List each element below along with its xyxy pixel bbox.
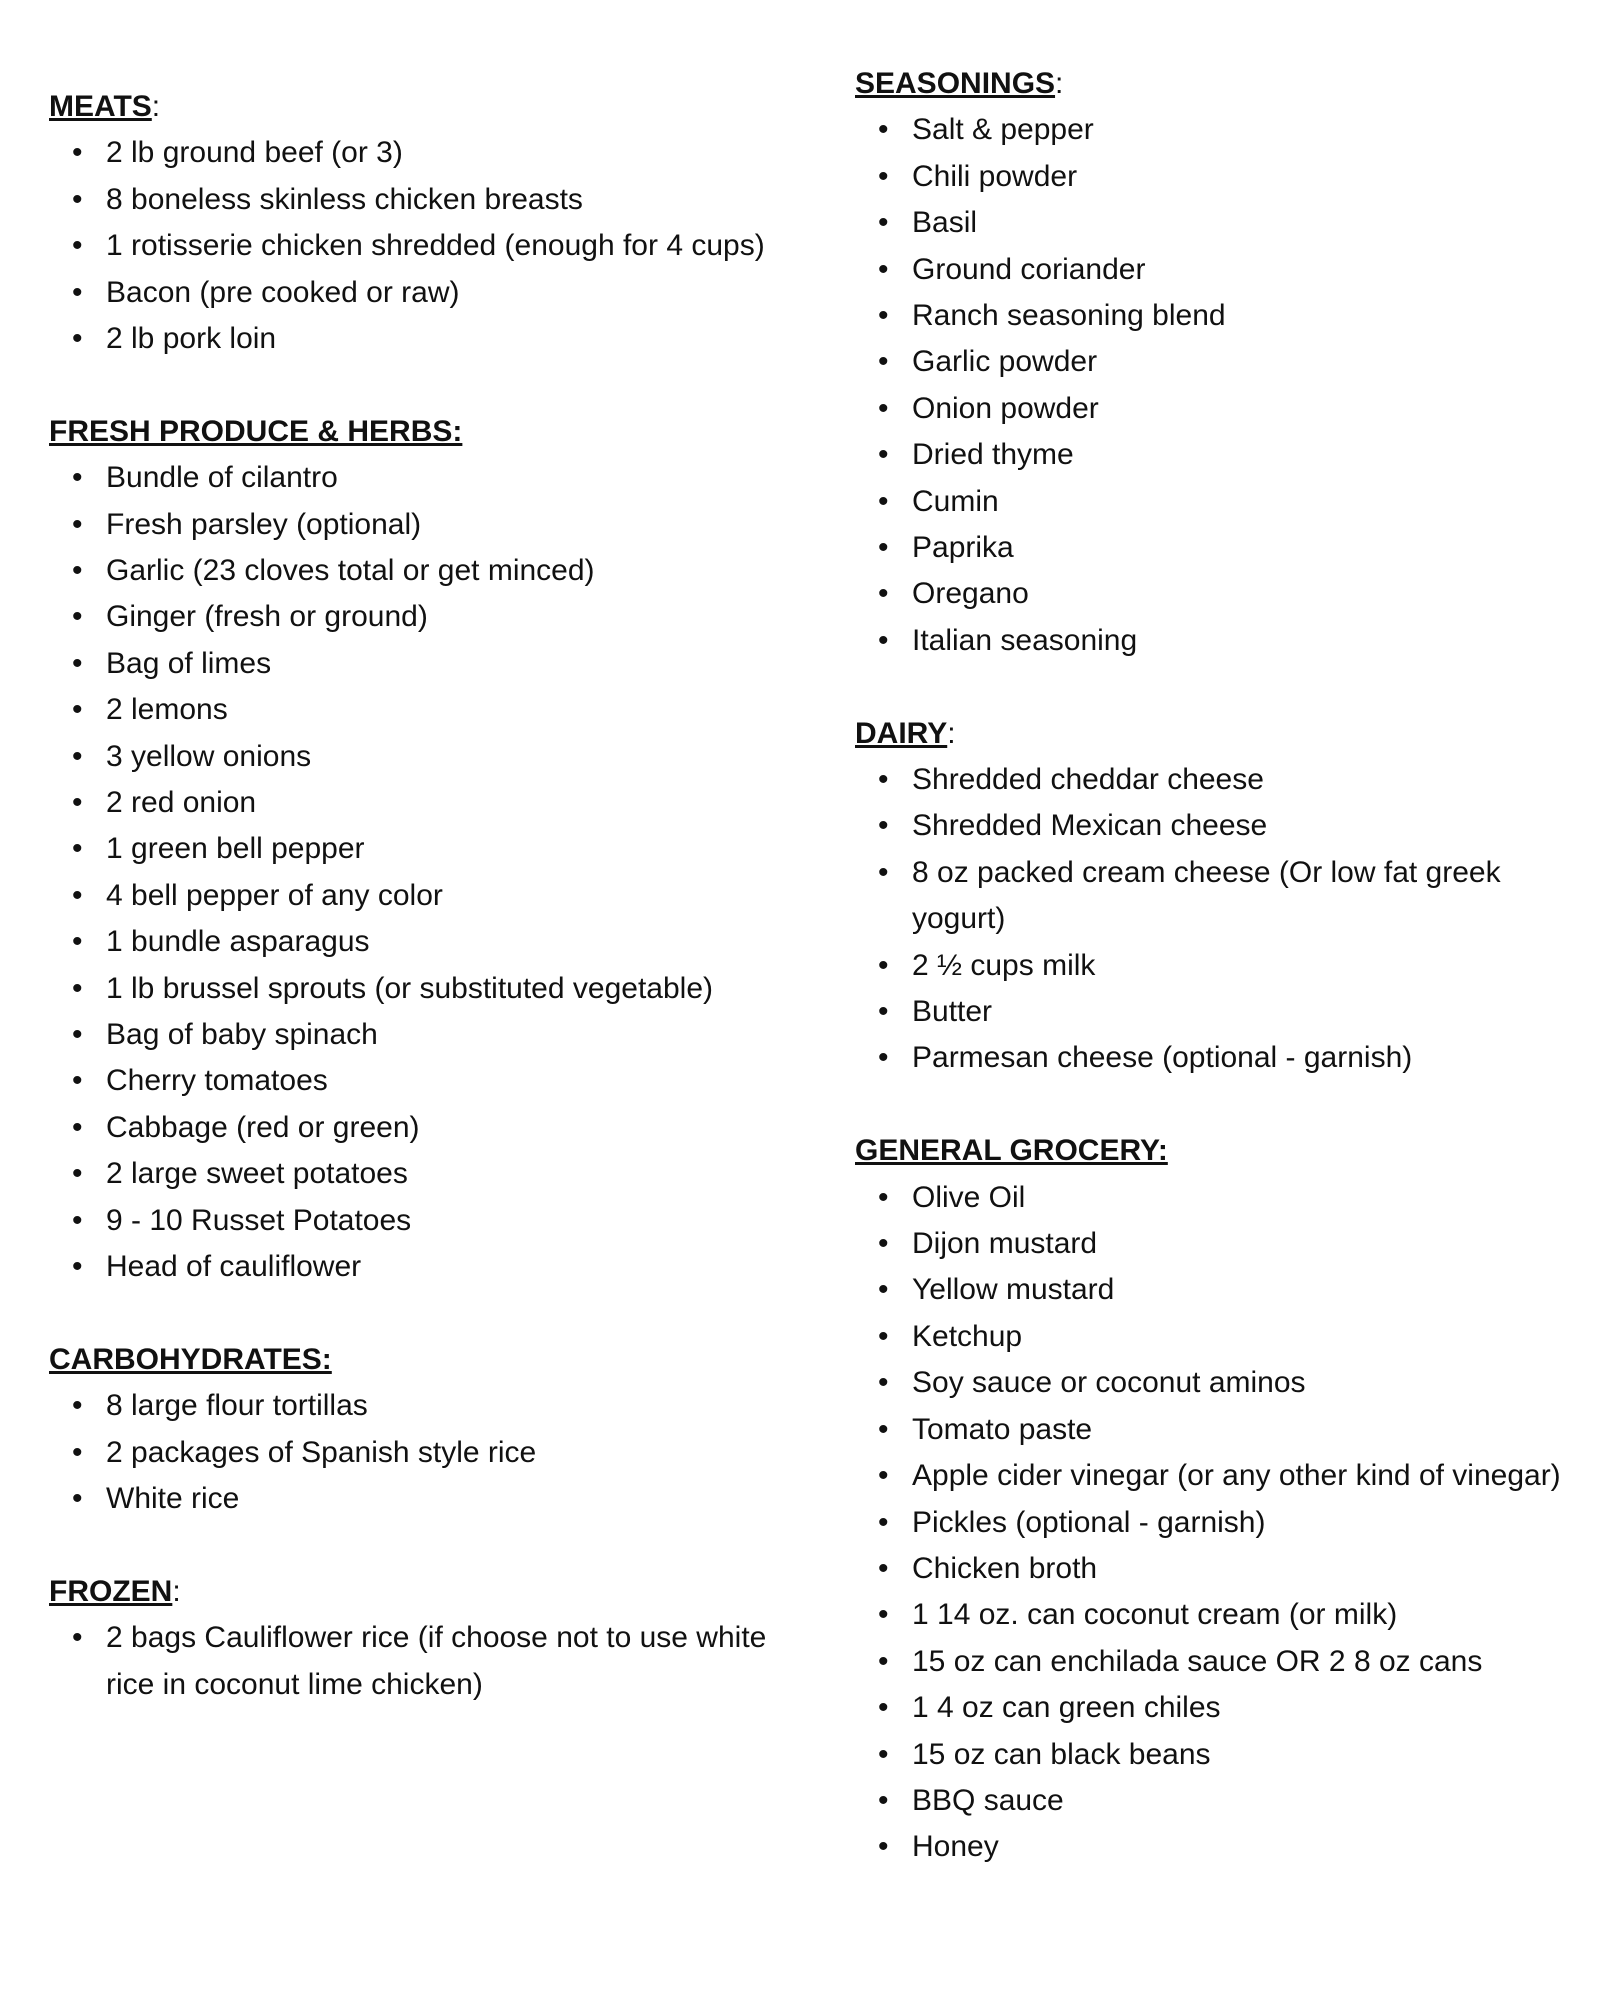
bullet-icon: • (878, 577, 889, 611)
item-text: Cherry tomatoes (106, 1064, 328, 1098)
list-item (855, 618, 1575, 664)
item-text: Bundle of cilantro (106, 461, 338, 495)
item-text: 2 lb pork loin (106, 322, 277, 356)
bullet-icon: • (72, 275, 83, 309)
bullet-icon: • (878, 206, 889, 240)
list-item (49, 1383, 809, 1429)
list-item (49, 641, 809, 687)
item-text: 2 large sweet potatoes (106, 1157, 408, 1191)
item-list (855, 757, 1575, 1082)
list-item (855, 571, 1575, 617)
heading-colon: : (1055, 67, 1064, 100)
bullet-icon: • (72, 971, 83, 1005)
item-text: Butter (912, 995, 993, 1029)
bullet-icon: • (878, 1505, 889, 1539)
item-text: Onion powder (912, 391, 1099, 425)
item-text: Salt & pepper (912, 113, 1094, 147)
item-list (49, 130, 809, 362)
item-text: 1 4 oz can green chiles (912, 1691, 1221, 1725)
list-item (855, 107, 1575, 153)
item-text: 1 bundle asparagus (106, 925, 370, 959)
list-item (855, 200, 1575, 246)
item-text: 9 - 10 Russet Potatoes (106, 1203, 412, 1237)
bullet-icon: • (878, 623, 889, 657)
item-text: 4 bell pepper of any color (106, 878, 443, 912)
list-item (49, 316, 809, 362)
section-heading (49, 84, 809, 130)
list-item (49, 455, 809, 501)
bullet-icon: • (878, 252, 889, 286)
item-text: 2 ½ cups milk (912, 948, 1096, 982)
heading-colon: : (947, 716, 956, 750)
section-general-grocery (855, 1128, 1575, 1870)
bullet-icon: • (72, 739, 83, 773)
item-text: Head of cauliflower (106, 1250, 362, 1284)
list-item (49, 130, 809, 176)
item-list (49, 1615, 809, 1708)
bullet-icon: • (72, 461, 83, 495)
section-dairy (855, 711, 1575, 1082)
section-heading (855, 1128, 1575, 1174)
list-item (855, 1685, 1575, 1731)
bullet-icon: • (72, 322, 83, 356)
item-text: Parmesan cheese (optional - garnish) (912, 1041, 1413, 1075)
bullet-icon: • (72, 1064, 83, 1098)
item-text: Ground coriander (912, 252, 1146, 286)
list-item (855, 1175, 1575, 1221)
item-text: Oregano (912, 577, 1029, 611)
list-item (49, 826, 809, 872)
left-column (49, 84, 809, 1755)
list-item (855, 479, 1575, 525)
list-item (49, 1615, 809, 1708)
bullet-icon: • (878, 1180, 889, 1214)
heading-colon: : (172, 1574, 181, 1608)
section-heading (49, 1569, 809, 1615)
list-item (49, 1058, 809, 1104)
heading-title: MEATS (49, 90, 152, 123)
list-item (855, 850, 1575, 943)
bullet-icon: • (72, 832, 83, 866)
list-item (855, 154, 1575, 200)
item-text: 1 rotisserie chicken shredded (enough for 4 cups) (106, 229, 765, 263)
list-item (855, 386, 1575, 432)
bullet-icon: • (72, 600, 83, 634)
bullet-icon: • (878, 1041, 889, 1075)
item-text: Chicken broth (912, 1551, 1098, 1585)
bullet-icon: • (72, 1203, 83, 1237)
item-text: 2 red onion (106, 786, 257, 820)
list-item (49, 1151, 809, 1197)
list-item (855, 432, 1575, 478)
item-text: Bag of baby spinach (106, 1018, 378, 1052)
list-item (49, 223, 809, 269)
list-item (49, 919, 809, 965)
list-item (49, 873, 809, 919)
item-text: Bag of limes (106, 646, 272, 680)
heading-title: GENERAL GROCERY: (855, 1134, 1168, 1168)
list-item (49, 1430, 809, 1476)
bullet-icon: • (878, 1273, 889, 1307)
bullet-icon: • (878, 345, 889, 379)
list-item (49, 780, 809, 826)
item-text: Apple cider vinegar (or any other kind of vinegar) (912, 1459, 1561, 1493)
bullet-icon: • (878, 1459, 889, 1493)
bullet-icon: • (878, 948, 889, 982)
list-item (855, 1407, 1575, 1453)
bullet-icon: • (72, 229, 83, 263)
item-text: Pickles (optional - garnish) (912, 1505, 1266, 1539)
list-item (49, 1012, 809, 1058)
list-item (855, 757, 1575, 803)
section-seasonings (855, 61, 1575, 664)
heading-colon: : (151, 90, 161, 123)
list-item (855, 1500, 1575, 1546)
bullet-icon: • (72, 646, 83, 680)
bullet-icon: • (878, 531, 889, 565)
item-text: 15 oz can black beans (912, 1737, 1211, 1771)
bullet-icon: • (72, 1621, 83, 1655)
item-text: Ketchup (912, 1319, 1023, 1353)
item-list (855, 107, 1575, 664)
list-item (49, 594, 809, 640)
bullet-icon: • (72, 1250, 83, 1284)
list-item (855, 1592, 1575, 1638)
section-fresh-produce-herbs (49, 409, 809, 1291)
item-text: Chili powder (912, 159, 1078, 193)
item-text: Shredded Mexican cheese (912, 809, 1268, 843)
item-text: BBQ sauce (912, 1783, 1064, 1817)
bullet-icon: • (878, 1737, 889, 1771)
heading-title: SEASONINGS (855, 67, 1056, 100)
heading-title: FRESH PRODUCE & HERBS: (49, 414, 463, 448)
list-item (49, 548, 809, 594)
list-item (49, 270, 809, 316)
bullet-icon: • (878, 1598, 889, 1632)
list-item (855, 1267, 1575, 1313)
bullet-icon: • (878, 1783, 889, 1817)
item-text: Ranch seasoning blend (912, 299, 1226, 333)
item-text: Cumin (912, 484, 999, 518)
bullet-icon: • (72, 1435, 83, 1469)
item-text: Ginger (fresh or ground) (106, 600, 428, 634)
item-text: Tomato paste (912, 1412, 1093, 1446)
bullet-icon: • (72, 1018, 83, 1052)
list-item (855, 1314, 1575, 1360)
item-text: Dijon mustard (912, 1227, 1098, 1261)
item-text: 2 bags Cauliflower rice (if choose not to use white rice in coconut lime chicken) (106, 1621, 767, 1701)
list-item (49, 966, 809, 1012)
bullet-icon: • (878, 1412, 889, 1446)
bullet-icon: • (878, 159, 889, 193)
item-list (49, 1383, 809, 1522)
list-item (855, 1824, 1575, 1870)
list-item (49, 734, 809, 780)
heading-title: CARBOHYDRATES: (49, 1342, 332, 1376)
section-heading (49, 409, 809, 455)
section-heading (855, 61, 1575, 107)
item-text: 1 14 oz. can coconut cream (or milk) (912, 1598, 1398, 1632)
bullet-icon: • (878, 855, 889, 889)
section-heading (855, 711, 1575, 757)
bullet-icon: • (878, 995, 889, 1029)
bullet-icon: • (72, 925, 83, 959)
bullet-icon: • (878, 1551, 889, 1585)
bullet-icon: • (878, 763, 889, 797)
item-text: Paprika (912, 531, 1014, 565)
list-item (855, 1639, 1575, 1685)
item-text: Basil (912, 206, 978, 240)
bullet-icon: • (72, 507, 83, 541)
bullet-icon: • (72, 1110, 83, 1144)
item-text: 3 yellow onions (106, 739, 312, 773)
bullet-icon: • (72, 1157, 83, 1191)
list-item (855, 803, 1575, 849)
bullet-icon: • (72, 1482, 83, 1516)
bullet-icon: • (72, 786, 83, 820)
bullet-icon: • (878, 438, 889, 472)
right-column (855, 61, 1575, 1917)
bullet-icon: • (878, 1830, 889, 1864)
section-heading (49, 1337, 809, 1383)
bullet-icon: • (72, 554, 83, 588)
list-item (855, 1221, 1575, 1267)
list-item (855, 525, 1575, 571)
list-item (49, 177, 809, 223)
list-item (49, 1476, 809, 1522)
item-text: Italian seasoning (912, 623, 1138, 657)
item-text: 15 oz can enchilada sauce OR 2 8 oz cans (912, 1644, 1483, 1678)
item-text: Bacon (pre cooked or raw) (106, 275, 460, 309)
item-text: Soy sauce or coconut aminos (912, 1366, 1306, 1400)
section-frozen (49, 1569, 809, 1708)
item-text: Garlic powder (912, 345, 1098, 379)
list-item (855, 1546, 1575, 1592)
item-text: Fresh parsley (optional) (106, 507, 422, 541)
list-item (855, 339, 1575, 385)
bullet-icon: • (878, 113, 889, 147)
list-item (49, 687, 809, 733)
bullet-icon: • (878, 1227, 889, 1261)
list-item (855, 293, 1575, 339)
item-text: 8 large flour tortillas (106, 1389, 368, 1423)
item-text: 2 lemons (106, 693, 228, 727)
section-meats (49, 84, 809, 362)
item-text: Dried thyme (912, 438, 1074, 472)
list-item (49, 1244, 809, 1290)
item-text: 8 oz packed cream cheese (Or low fat greek yogurt) (912, 855, 1501, 936)
item-text: 2 lb ground beef (or 3) (106, 136, 403, 170)
bullet-icon: • (72, 1389, 83, 1423)
bullet-icon: • (72, 136, 83, 170)
list-item (855, 1035, 1575, 1081)
item-text: 1 green bell pepper (106, 832, 365, 866)
bullet-icon: • (72, 878, 83, 912)
item-text: 8 boneless skinless chicken breasts (106, 182, 583, 216)
list-item (855, 1360, 1575, 1406)
bullet-icon: • (878, 1319, 889, 1353)
item-list (855, 1175, 1575, 1871)
heading-title: DAIRY (855, 716, 948, 750)
bullet-icon: • (878, 1691, 889, 1725)
bullet-icon: • (72, 693, 83, 727)
list-item (855, 1778, 1575, 1824)
list-item (855, 989, 1575, 1035)
item-list (49, 455, 809, 1290)
bullet-icon: • (878, 1644, 889, 1678)
bullet-icon: • (878, 1366, 889, 1400)
bullet-icon: • (72, 182, 83, 216)
item-text: 2 packages of Spanish style rice (106, 1435, 537, 1469)
list-item (855, 1453, 1575, 1499)
list-item (855, 247, 1575, 293)
item-text: Garlic (23 cloves total or get minced) (106, 554, 595, 588)
item-text: Cabbage (red or green) (106, 1110, 420, 1144)
item-text: Olive Oil (912, 1180, 1026, 1214)
heading-title: FROZEN (49, 1574, 173, 1608)
item-text: Shredded cheddar cheese (912, 763, 1264, 797)
bullet-icon: • (878, 299, 889, 333)
list-item (49, 1105, 809, 1151)
list-item (855, 1732, 1575, 1778)
item-text: White rice (106, 1482, 240, 1516)
list-item (49, 1198, 809, 1244)
item-text: Honey (912, 1830, 999, 1864)
section-carbohydrates (49, 1337, 809, 1523)
list-item (49, 502, 809, 548)
bullet-icon: • (878, 809, 889, 843)
list-item (855, 943, 1575, 989)
bullet-icon: • (878, 391, 889, 425)
item-text: Yellow mustard (912, 1273, 1115, 1307)
item-text: 1 lb brussel sprouts (or substituted vegetable) (106, 971, 713, 1005)
bullet-icon: • (878, 484, 889, 518)
